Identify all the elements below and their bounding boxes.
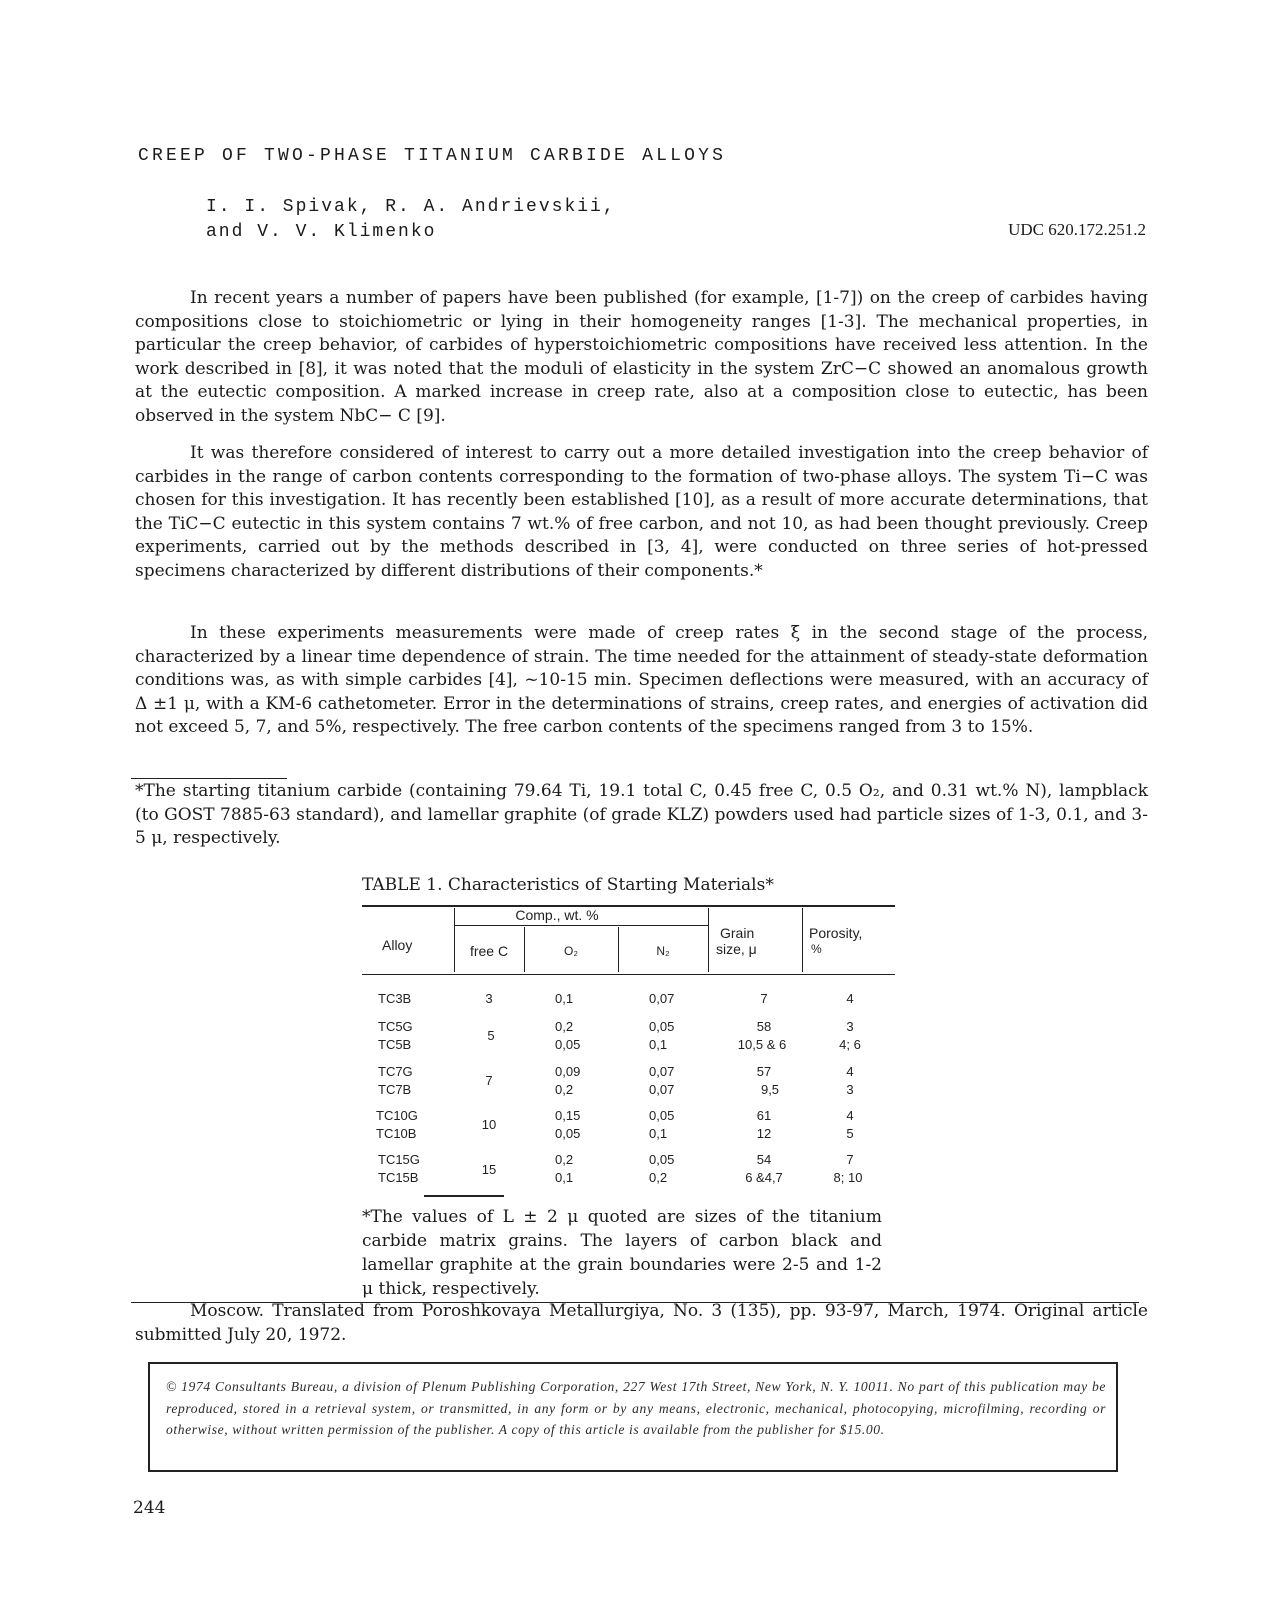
table-cell-o2: 0,15 xyxy=(555,1108,581,1123)
udc-code: UDC 620.172.251.2 xyxy=(1008,220,1146,239)
table-cell-porosity: 3 xyxy=(846,1019,854,1034)
table-cell-alloy: TC7G xyxy=(378,1064,413,1079)
footnote-divider xyxy=(131,778,287,779)
table-cell-alloy: TC7B xyxy=(378,1082,412,1097)
table-cell-o2: 0,2 xyxy=(555,1019,574,1034)
page-number: 244 xyxy=(133,1498,166,1518)
article-title: CREEP OF TWO-PHASE TITANIUM CARBIDE ALLOYS xyxy=(138,146,727,166)
table-cell-grain: 61 xyxy=(756,1108,772,1123)
table-cell-alloy: TC10B xyxy=(376,1126,417,1141)
table-vline xyxy=(618,927,619,972)
translation-note: Moscow. Translated from Poroshkovaya Metallurgiya, No. 3 (135), pp. 93-97, March, 1974. Original article submitted July 20, 1972. xyxy=(135,1301,1148,1345)
table-cell-alloy: TC15G xyxy=(378,1152,420,1167)
footnote-starting-materials: *The starting titanium carbide (containing 79.64 Ti, 19.1 total C, 0.45 free C, 0.5 O₂, and 0.31 wt.% N), lampblack (to GOST 7885-63 standard), and lamellar graphite (of grade KLZ) powders used had particle sizes of 1-3, 0.1, and 3-5 μ, respectively. xyxy=(135,781,1148,849)
table-cell-n2: 0,1 xyxy=(649,1037,668,1052)
table-vline xyxy=(524,927,525,972)
header-grain-line-2: size, μ xyxy=(716,941,757,957)
table-header-rule xyxy=(362,974,895,975)
table-cell-free-c: 3 xyxy=(485,991,493,1006)
table-cell-free-c: 5 xyxy=(487,1028,495,1043)
table-vline xyxy=(802,908,803,972)
table-vline xyxy=(454,908,455,972)
authors-line-2: and V. V. Klimenko xyxy=(206,222,437,242)
copyright-notice: © 1974 Consultants Bureau, a division of Plenum Publishing Corporation, 227 West 17th Street, New York, N. Y. 10011. No part of this publication may be reproduced, stored in a retrieval system, or transmitted, in any form or by any means, electronic, mechanical, photocopying, microfilming, recording or otherwise, without written permission of the publisher. A copy of this article is available from the publisher for $15.00. xyxy=(166,1379,1106,1437)
table-cell-grain: 6 &4,7 xyxy=(745,1170,783,1185)
table-cell-n2: 0,05 xyxy=(649,1108,675,1123)
table-cell-n2: 0,07 xyxy=(649,991,675,1006)
table-cell-n2: 0,07 xyxy=(649,1064,675,1079)
table-cell-n2: 0,1 xyxy=(649,1126,668,1141)
header-comp: Comp., wt. % xyxy=(515,907,599,923)
table-cell-grain: 10,5 & 6 xyxy=(737,1037,787,1052)
table-footnote: *The values of L ± 2 μ quoted are sizes of the titanium carbide matrix grains. The layers of carbon black and lamellar graphite at the grain boundaries were 2-5 and 1-2 μ thick, respectively. xyxy=(362,1207,882,1299)
author-list xyxy=(206,195,616,245)
table-cell-porosity: 3 xyxy=(846,1082,854,1097)
table-cell-n2: 0,05 xyxy=(649,1152,675,1167)
table-cell-porosity: 4; 6 xyxy=(839,1037,861,1052)
table-vline xyxy=(708,908,709,972)
table-cell-grain: 9,5 xyxy=(760,1082,780,1097)
table-top-rule xyxy=(362,905,895,907)
table-cell-alloy: TC10G xyxy=(376,1108,418,1123)
table-cell-alloy: TC3B xyxy=(378,991,412,1006)
copyright-box xyxy=(148,1362,1118,1472)
header-free-c: free C xyxy=(469,943,509,959)
table-cell-grain: 12 xyxy=(756,1126,772,1141)
authors-line-1: I. I. Spivak, R. A. Andrievskii, xyxy=(206,197,616,217)
table-cell-o2: 0,1 xyxy=(555,1170,574,1185)
materials-table xyxy=(362,903,895,1207)
table-cell-o2: 0,05 xyxy=(555,1037,581,1052)
header-grain-line-1: Grain xyxy=(720,925,755,941)
table-cell-free-c: 10 xyxy=(481,1117,497,1132)
table-cell-o2: 0,09 xyxy=(555,1064,581,1079)
table-cell-alloy: TC15B xyxy=(378,1170,419,1185)
paragraph-2: It was therefore considered of interest to carry out a more detailed investigation into the creep behavior of carbides in the range of carbon contents corresponding to the formation of two-phase alloys. The system Ti−C was chosen for this investigation. It has recently been established [10], as a result of more accurate determinations, that the TiC−C eutectic in this system contains 7 wt.% of free carbon, and not 10, as had been thought previously. Creep experiments, carried out by the methods described in [3, 4], were conducted on three series of hot-pressed specimens characterized by different distributions of their components.* xyxy=(135,443,1148,581)
table-cell-grain: 7 xyxy=(760,991,768,1006)
table-cell-porosity: 7 xyxy=(846,1152,854,1167)
header-porosity-line-2: % xyxy=(811,942,822,956)
header-o2: O₂ xyxy=(564,944,578,958)
table-cell-grain: 58 xyxy=(756,1019,772,1034)
table-cell-porosity: 4 xyxy=(846,1108,854,1123)
comp-subheader-rule xyxy=(454,925,708,926)
table-cell-porosity: 4 xyxy=(846,1064,854,1079)
table-cell-n2: 0,05 xyxy=(649,1019,675,1034)
table-cell-o2: 0,05 xyxy=(555,1126,581,1141)
table-cell-porosity: 8; 10 xyxy=(833,1170,863,1185)
table-cell-free-c: 15 xyxy=(481,1162,497,1177)
table-caption: TABLE 1. Characteristics of Starting Materials* xyxy=(362,875,774,895)
table-cell-alloy: TC5B xyxy=(378,1037,412,1052)
header-n2: N₂ xyxy=(656,944,670,958)
table-cell-porosity: 5 xyxy=(846,1126,854,1141)
table-cell-grain: 54 xyxy=(756,1152,772,1167)
table-cell-grain: 57 xyxy=(756,1064,772,1079)
paragraph-1: In recent years a number of papers have been published (for example, [1-7]) on the creep of carbides having compositions close to stoichiometric or lying in their homogeneity ranges [1-3]. The mechanical properties, in particular the creep behavior, of carbides of hyperstoichiometric compositions have received less attention. In the work described in [8], it was noted that the moduli of elasticity in the system ZrC−C showed an anomalous growth at the eutectic composition. A marked increase in creep rate, also at a composition close to eutectic, has been observed in the system NbC− C [9]. xyxy=(135,288,1148,426)
table-cell-alloy: TC5G xyxy=(378,1019,413,1034)
table-cell-n2: 0,07 xyxy=(649,1082,675,1097)
header-porosity-line-1: Porosity, xyxy=(809,925,863,941)
table-cell-o2: 0,1 xyxy=(555,991,574,1006)
table-bottom-rule xyxy=(424,1195,504,1197)
table-cell-o2: 0,2 xyxy=(555,1152,574,1167)
paragraph-3: In these experiments measurements were made of creep rates ξ̇ in the second stage of the process, characterized by a linear time dependence of strain. The time needed for the attainment of steady-state deformation conditions was, as with simple carbides [4], ~10-15 min. Specimen deflections were measured, with an accuracy of Δ ±1 μ, with a KM-6 cathetometer. Error in the determinations of strains, creep rates, and energies of activation did not exceed 5, 7, and 5%, respectively. The free carbon contents of the specimens ranged from 3 to 15%. xyxy=(135,623,1148,738)
table-cell-o2: 0,2 xyxy=(555,1082,574,1097)
table-cell-porosity: 4 xyxy=(846,991,854,1006)
table-cell-n2: 0,2 xyxy=(649,1170,668,1185)
table-cell-free-c: 7 xyxy=(485,1073,493,1088)
header-alloy: Alloy xyxy=(382,937,413,953)
